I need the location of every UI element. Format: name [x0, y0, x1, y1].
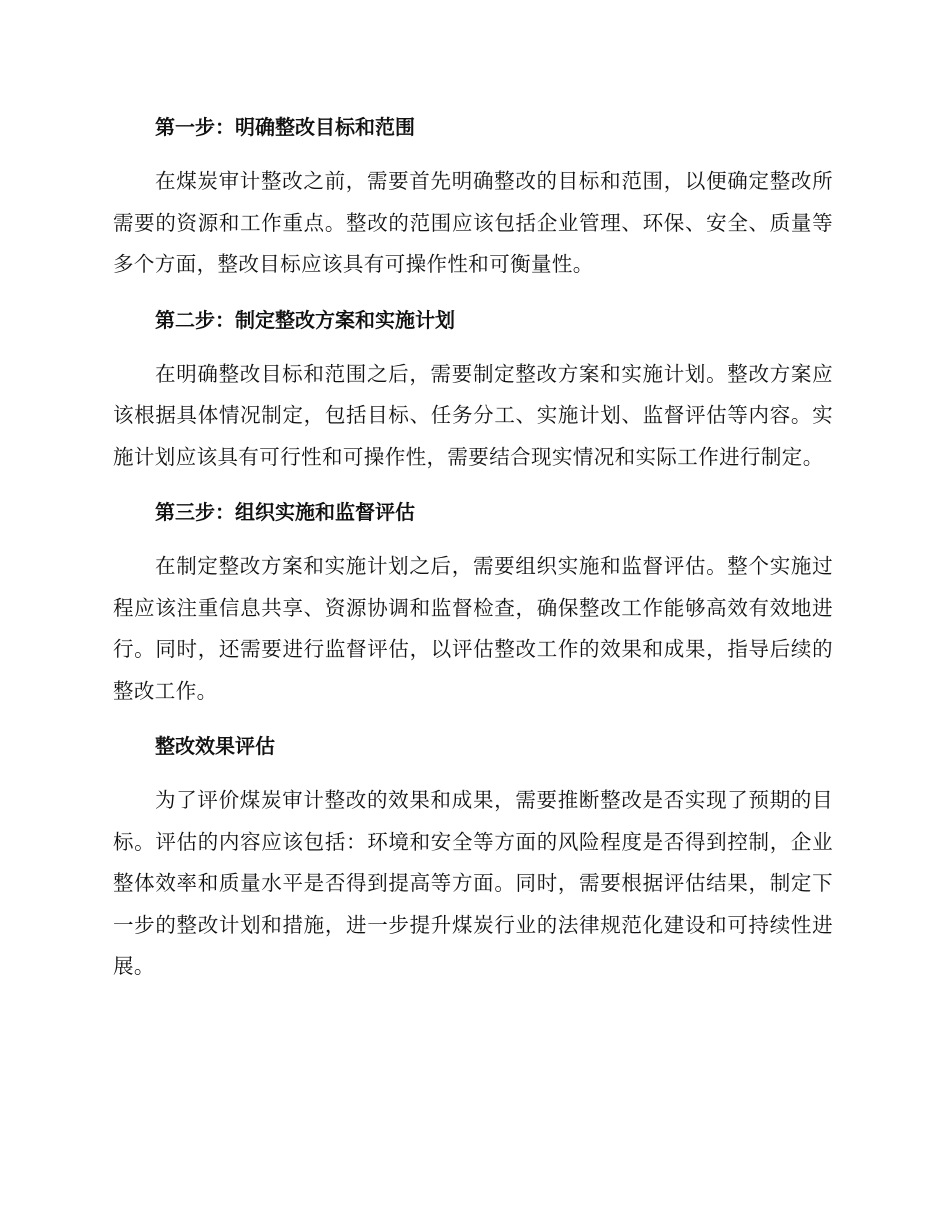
section-heading-evaluation: 整改效果评估 [155, 734, 275, 758]
section-heading-step-3: 第三步：组织实施和监督评估 [155, 500, 415, 524]
section-paragraph-step-3: 在制定整改方案和实施计划之后，需要组织实施和监督评估。整个实施过程应该注重信息共享、资源协调和监督检查，确保整改工作能够高效有效地进行。同时，还需要进行监督评估，以评估整改工作的效果和成果，指导后续的整改工作。 [113, 554, 833, 703]
section-paragraph-evaluation: 为了评价煤炭审计整改的效果和成果，需要推断整改是否实现了预期的目标。评估的内容应该包括：环境和安全等方面的风险程度是否得到控制，企业整体效率和质量水平是否得到提高等方面。同时，需要根据评估结果，制定下一步的整改计划和措施，进一步提升煤炭行业的法律规范化建设和可持续性进展。 [113, 788, 833, 978]
document-body [113, 110, 833, 988]
section-heading-step-2: 第二步：制定整改方案和实施计划 [155, 307, 455, 332]
section-paragraph-step-1: 在煤炭审计整改之前，需要首先明确整改的目标和范围，以便确定整改所需要的资源和工作重点。整改的范围应该包括企业管理、环保、安全、质量等多个方面，整改目标应该具有可操作性和可衡量性。 [113, 169, 833, 276]
section-heading-step-1: 第一步：明确整改目标和范围 [155, 115, 415, 139]
section-paragraph-step-2: 在明确整改目标和范围之后，需要制定整改方案和实施计划。整改方案应该根据具体情况制定，包括目标、任务分工、实施计划、监督评估等内容。实施计划应该具有可行性和可操作性，需要结合现实情况和实际工作进行制定。 [113, 361, 833, 469]
